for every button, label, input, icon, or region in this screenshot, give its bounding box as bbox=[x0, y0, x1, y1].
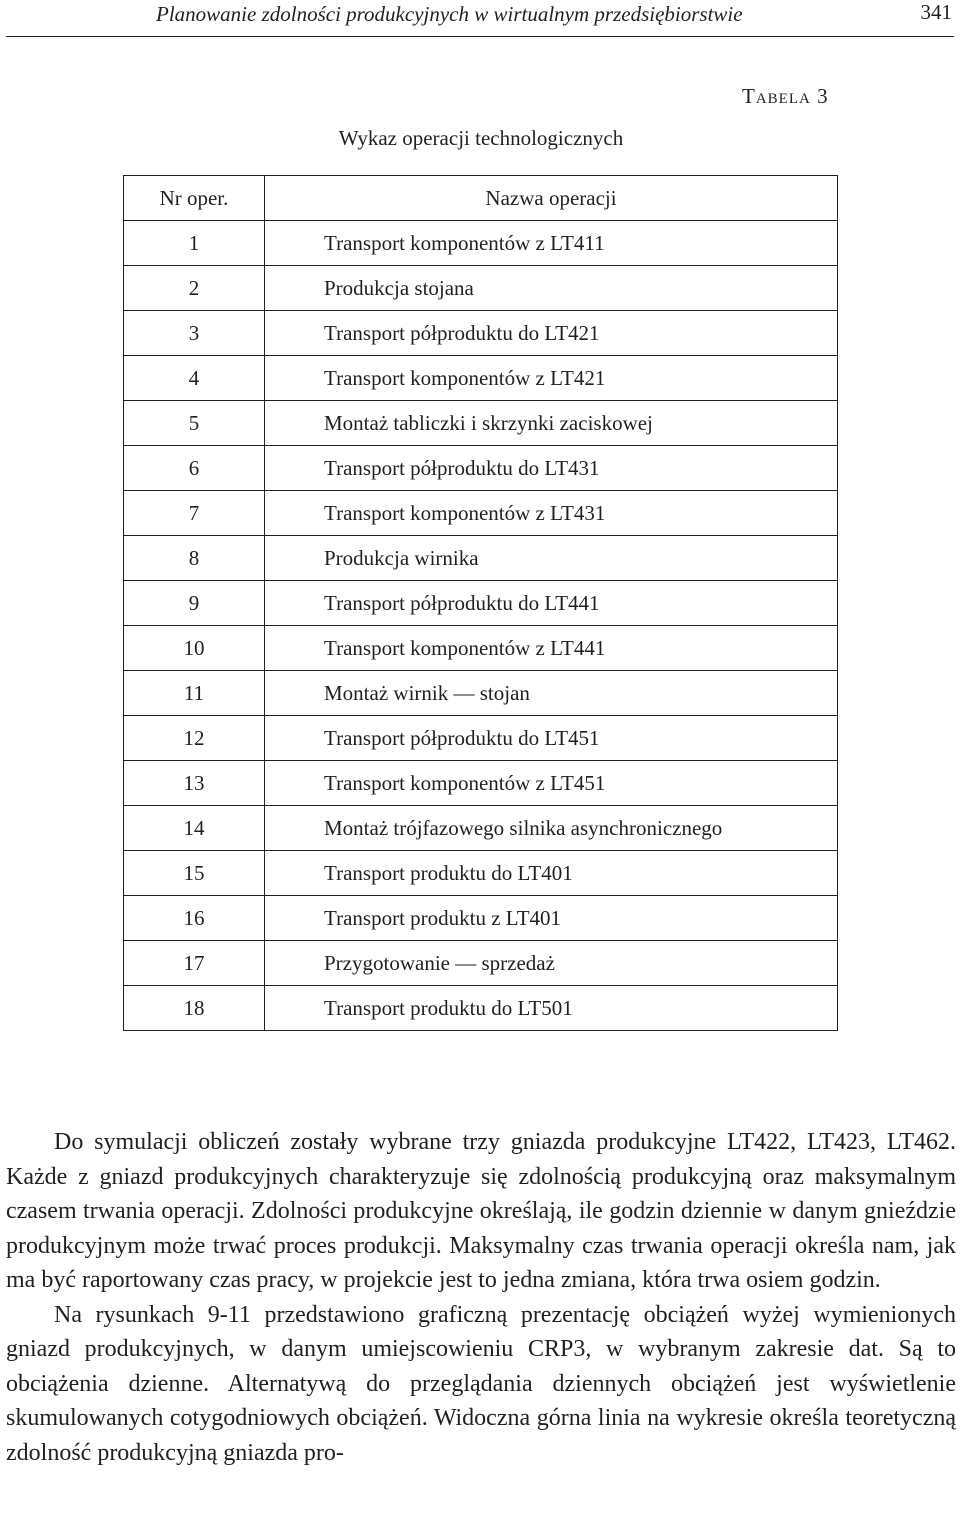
operation-name: Montaż wirnik — stojan bbox=[265, 671, 838, 716]
table-body bbox=[124, 221, 838, 1031]
operation-name: Transport komponentów z LT431 bbox=[265, 491, 838, 536]
operation-name: Montaż tabliczki i skrzynki zaciskowej bbox=[265, 401, 838, 446]
page-number: 341 bbox=[920, 0, 952, 24]
table-row bbox=[124, 446, 838, 491]
paragraph: Na rysunkach 9-11 przedstawiono graficzną prezentację obciążeń wyżej wymienionych gniazd produkcyjnych, w danym umiejscowieniu CRP3, w wybranym zakresie dat. Są to obciążenia dzienne. Alternatywą do przeglądania dziennych obciążeń jest wyświetlenie skumulowanych cotygodniowych obciążeń. Widoczna górna linia na wykresie określa teoretyczną zdolność produkcyjną gniazda pro- bbox=[6, 1301, 956, 1466]
operation-number: 11 bbox=[124, 671, 265, 716]
operation-name: Przygotowanie — sprzedaż bbox=[265, 941, 838, 986]
operation-number: 1 bbox=[124, 221, 265, 266]
table-caption: Wykaz operacji technologicznych bbox=[338, 126, 624, 150]
operation-number: 2 bbox=[124, 266, 265, 311]
operation-number: 9 bbox=[124, 581, 265, 626]
operation-name: Transport komponentów z LT421 bbox=[265, 356, 838, 401]
operations-table bbox=[123, 175, 838, 1031]
table-row bbox=[124, 221, 838, 266]
operation-name: Transport półproduktu do LT421 bbox=[265, 311, 838, 356]
table-row bbox=[124, 266, 838, 311]
running-header bbox=[6, 0, 954, 37]
operation-name: Transport produktu z LT401 bbox=[265, 896, 838, 941]
body-text bbox=[6, 1125, 956, 1470]
operation-number: 8 bbox=[124, 536, 265, 581]
operation-name: Transport komponentów z LT451 bbox=[265, 761, 838, 806]
column-header-nr: Nr oper. bbox=[124, 176, 265, 221]
operation-number: 13 bbox=[124, 761, 265, 806]
operation-name: Transport półproduktu do LT451 bbox=[265, 716, 838, 761]
operation-number: 5 bbox=[124, 401, 265, 446]
operation-number: 14 bbox=[124, 806, 265, 851]
table-row bbox=[124, 491, 838, 536]
table-row bbox=[124, 581, 838, 626]
operation-name: Transport komponentów z LT411 bbox=[265, 221, 838, 266]
operation-name: Transport produktu do LT401 bbox=[265, 851, 838, 896]
running-header-title: Planowanie zdolności produkcyjnych w wirtualnym przedsiębiorstwie bbox=[156, 2, 743, 26]
operation-name: Transport produktu do LT501 bbox=[265, 986, 838, 1031]
table-row bbox=[124, 356, 838, 401]
table-row bbox=[124, 536, 838, 581]
operation-name: Transport półproduktu do LT441 bbox=[265, 581, 838, 626]
table-row bbox=[124, 986, 838, 1031]
table-row bbox=[124, 896, 838, 941]
table-row bbox=[124, 806, 838, 851]
operation-number: 12 bbox=[124, 716, 265, 761]
operation-number: 10 bbox=[124, 626, 265, 671]
operation-name: Produkcja wirnika bbox=[265, 536, 838, 581]
operation-number: 6 bbox=[124, 446, 265, 491]
operation-name: Montaż trójfazowego silnika asynchronicznego bbox=[265, 806, 838, 851]
table-row bbox=[124, 401, 838, 446]
operation-number: 17 bbox=[124, 941, 265, 986]
column-header-name: Nazwa operacji bbox=[265, 176, 838, 221]
table-row bbox=[124, 626, 838, 671]
table-row bbox=[124, 941, 838, 986]
operation-name: Transport półproduktu do LT431 bbox=[265, 446, 838, 491]
table-row bbox=[124, 671, 838, 716]
operation-name: Produkcja stojana bbox=[265, 266, 838, 311]
operation-number: 18 bbox=[124, 986, 265, 1031]
table-row bbox=[124, 716, 838, 761]
table-row bbox=[124, 311, 838, 356]
operation-number: 15 bbox=[124, 851, 265, 896]
table-row bbox=[124, 851, 838, 896]
operation-number: 4 bbox=[124, 356, 265, 401]
table-header-row bbox=[124, 176, 838, 221]
operation-number: 3 bbox=[124, 311, 265, 356]
table-label: Tabela 3 bbox=[742, 84, 829, 108]
operation-number: 16 bbox=[124, 896, 265, 941]
operation-name: Transport komponentów z LT441 bbox=[265, 626, 838, 671]
table-row bbox=[124, 761, 838, 806]
paragraph: Do symulacji obliczeń zostały wybrane trzy gniazda produkcyjne LT422, LT423, LT462. Każde z gniazd produkcyjnych charakteryzuje się zdolnością produkcyjną oraz maksymalnym czasem trwania operacji. Zdolności produkcyjne określają, ile godzin dziennie w danym gnieździe produkcyjnym może trwać proces produkcji. Maksymalny czas trwania operacji określa nam, jak ma być raportowany czas pracy, w projekcie jest to jedna zmiana, która trwa osiem godzin. bbox=[6, 1129, 956, 1293]
operation-number: 7 bbox=[124, 491, 265, 536]
